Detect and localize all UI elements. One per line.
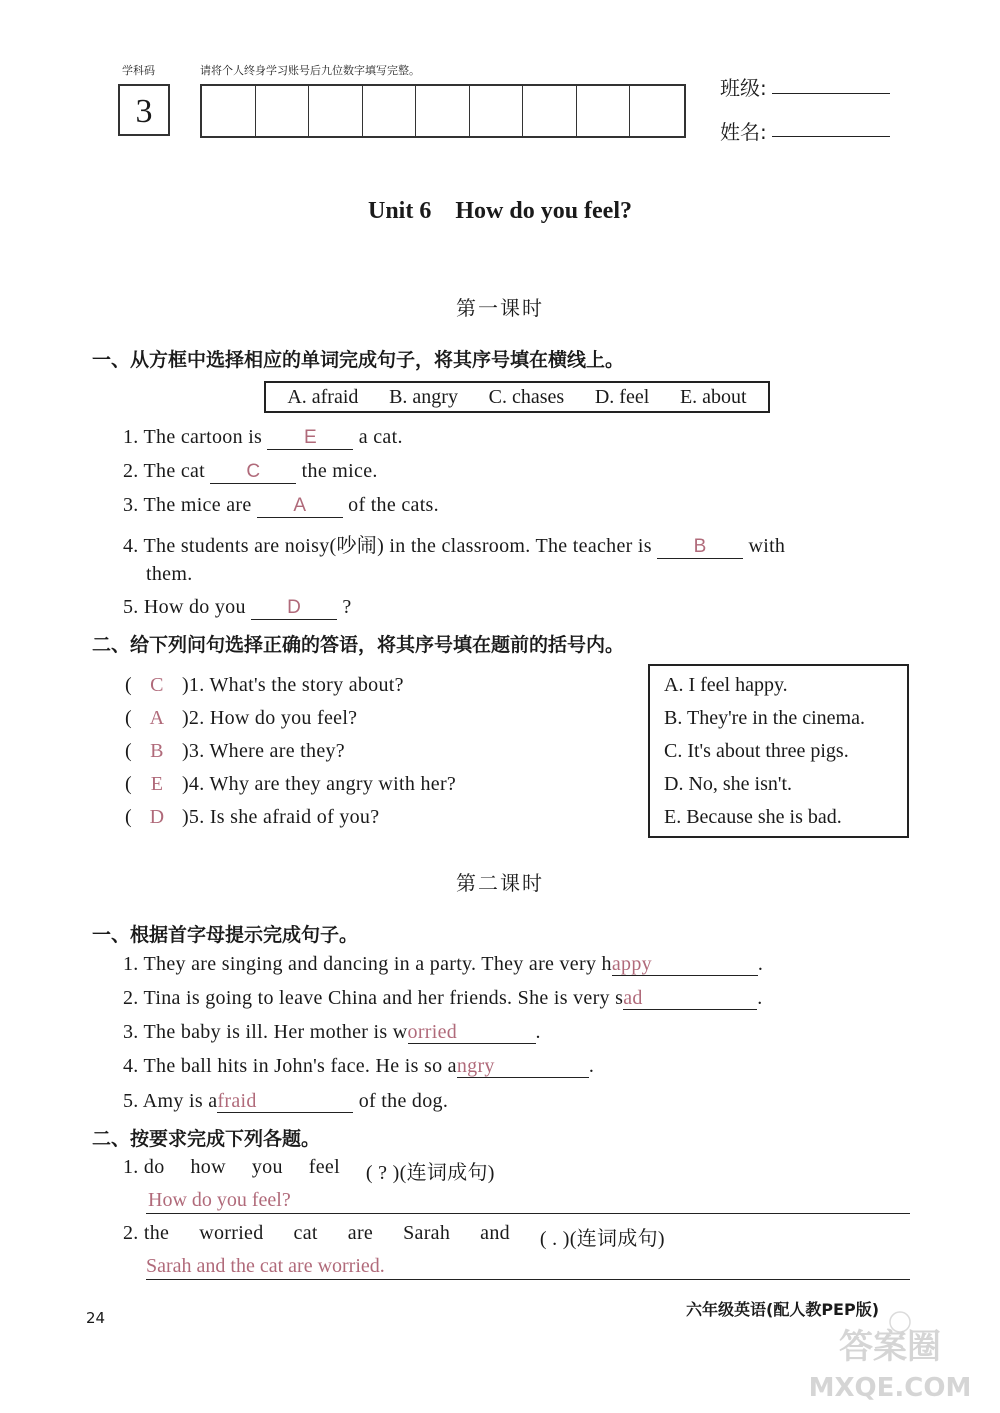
choice-e: E. Because she is bad. <box>664 806 842 828</box>
answer-blank[interactable]: ngry <box>457 1055 589 1078</box>
answer-blank[interactable]: C <box>210 461 296 484</box>
answer-blank[interactable]: B <box>657 536 743 559</box>
class-label: 班级: <box>720 76 767 100</box>
digit-cell[interactable] <box>470 86 524 136</box>
l2-p2-q2-answer[interactable]: Sarah and the cat are worried. <box>146 1255 385 1277</box>
answer-blank[interactable]: appy <box>612 953 758 976</box>
digit-cell[interactable] <box>523 86 577 136</box>
name-field[interactable] <box>772 136 890 137</box>
l1-p2-q4: ( E )4. Why are they angry with her? <box>125 773 457 795</box>
l1-p2-q5: ( D )5. Is she afraid of you? <box>125 806 380 828</box>
word-options-box <box>264 381 770 413</box>
name-label: 姓名: <box>720 120 767 144</box>
l1-q1: 1. The cartoon is E a cat. <box>123 426 403 448</box>
l1-p2-q2: ( A )2. How do you feel? <box>125 707 358 729</box>
digit-cell[interactable] <box>309 86 363 136</box>
lesson2-part2-heading: 二、按要求完成下列各题。 <box>92 1128 321 1150</box>
watermark-site-text: MXQE.COM <box>808 1373 972 1403</box>
watermark-logo-text: 答案圈 <box>839 1327 941 1367</box>
l1-p2-q1: ( C )1. What's the story about? <box>125 674 404 696</box>
answer-line <box>146 1279 910 1280</box>
answer-paren[interactable]: A <box>149 707 165 729</box>
l2-q5: 5. Amy is afraid of the dog. <box>123 1090 449 1112</box>
choice-a: A. I feel happy. <box>664 674 788 696</box>
choice-c: C. It's about three pigs. <box>664 740 849 762</box>
lesson1-title: 第一课时 <box>456 296 544 320</box>
l2-q3: 3. The baby is ill. Her mother is worried . <box>123 1021 541 1043</box>
l2-p2-q2-words: 2. the worried cat are Sarah and ( . )(连词成句) <box>123 1222 665 1250</box>
answer-paren[interactable]: C <box>150 674 164 696</box>
lesson1-part2-heading: 二、给下列问句选择正确的答语，将其序号填在题前的括号内。 <box>92 634 625 656</box>
l2-p2-q1-words: 1. do how you feel ( ? )(连词成句) <box>123 1156 495 1184</box>
l1-q2: 2. The cat C the mice. <box>123 460 378 482</box>
choice-b: B. They're in the cinema. <box>664 707 865 729</box>
answer-line <box>146 1213 910 1214</box>
digit-cell[interactable] <box>630 86 684 136</box>
answer-blank[interactable]: orried <box>408 1021 536 1044</box>
account-instruction: 请将个人终身学习账号后九位数字填写完整。 <box>200 64 420 77</box>
l2-q4: 4. The ball hits in John's face. He is so angry . <box>123 1055 595 1077</box>
l1-p2-q3: ( B )3. Where are they? <box>125 740 345 762</box>
l2-p2-q1-answer[interactable]: How do you feel? <box>148 1189 291 1211</box>
option-d: D. feel <box>594 385 650 408</box>
answer-paren[interactable]: B <box>150 740 164 762</box>
account-digits-row[interactable] <box>200 84 686 138</box>
l1-q3: 3. The mice are A of the cats. <box>123 494 439 516</box>
l2-q1: 1. They are singing and dancing in a party. They are very happy . <box>123 953 764 975</box>
option-b: B. angry <box>389 385 458 408</box>
answer-blank[interactable]: D <box>251 597 337 620</box>
digit-cell[interactable] <box>202 86 256 136</box>
choice-d: D. No, she isn't. <box>664 773 793 795</box>
option-e: E. about <box>679 385 747 408</box>
lesson2-title: 第二课时 <box>456 871 544 895</box>
l1-q5: 5. How do you D ? <box>123 596 352 618</box>
answer-paren[interactable]: D <box>149 806 165 828</box>
digit-cell[interactable] <box>577 86 631 136</box>
lesson1-part1-heading: 一、从方框中选择相应的单词完成句子，将其序号填在横线上。 <box>92 349 625 371</box>
answer-paren[interactable]: E <box>150 773 164 795</box>
option-a: A. afraid <box>287 385 359 408</box>
subject-code-box: 3 <box>118 84 170 136</box>
answer-blank[interactable]: A <box>257 495 343 518</box>
lesson2-part1-heading: 一、根据首字母提示完成句子。 <box>92 924 359 946</box>
watermark-logo <box>790 1310 990 1406</box>
answer-choices-box <box>648 664 909 838</box>
digit-cell[interactable] <box>416 86 470 136</box>
answer-blank[interactable]: E <box>267 427 353 450</box>
l1-q4-cont: them. <box>146 563 193 585</box>
digit-cell[interactable] <box>256 86 310 136</box>
digit-cell[interactable] <box>363 86 417 136</box>
answer-blank[interactable]: fraid <box>217 1090 353 1113</box>
answer-blank[interactable]: ad <box>623 987 757 1010</box>
unit-title: Unit 6 How do you feel? <box>368 198 632 224</box>
book-title: 六年级英语(配人教PEP版) <box>686 1300 880 1319</box>
subject-code-label: 学科码 <box>122 64 155 77</box>
page-number: 24 <box>86 1309 106 1327</box>
option-c: C. chases <box>488 385 565 408</box>
class-field[interactable] <box>772 93 890 94</box>
l2-q2: 2. Tina is going to leave China and her friends. She is very sad . <box>123 987 763 1009</box>
l1-q4: 4. The students are noisy(吵闹) in the classroom. The teacher is B with <box>123 535 786 557</box>
